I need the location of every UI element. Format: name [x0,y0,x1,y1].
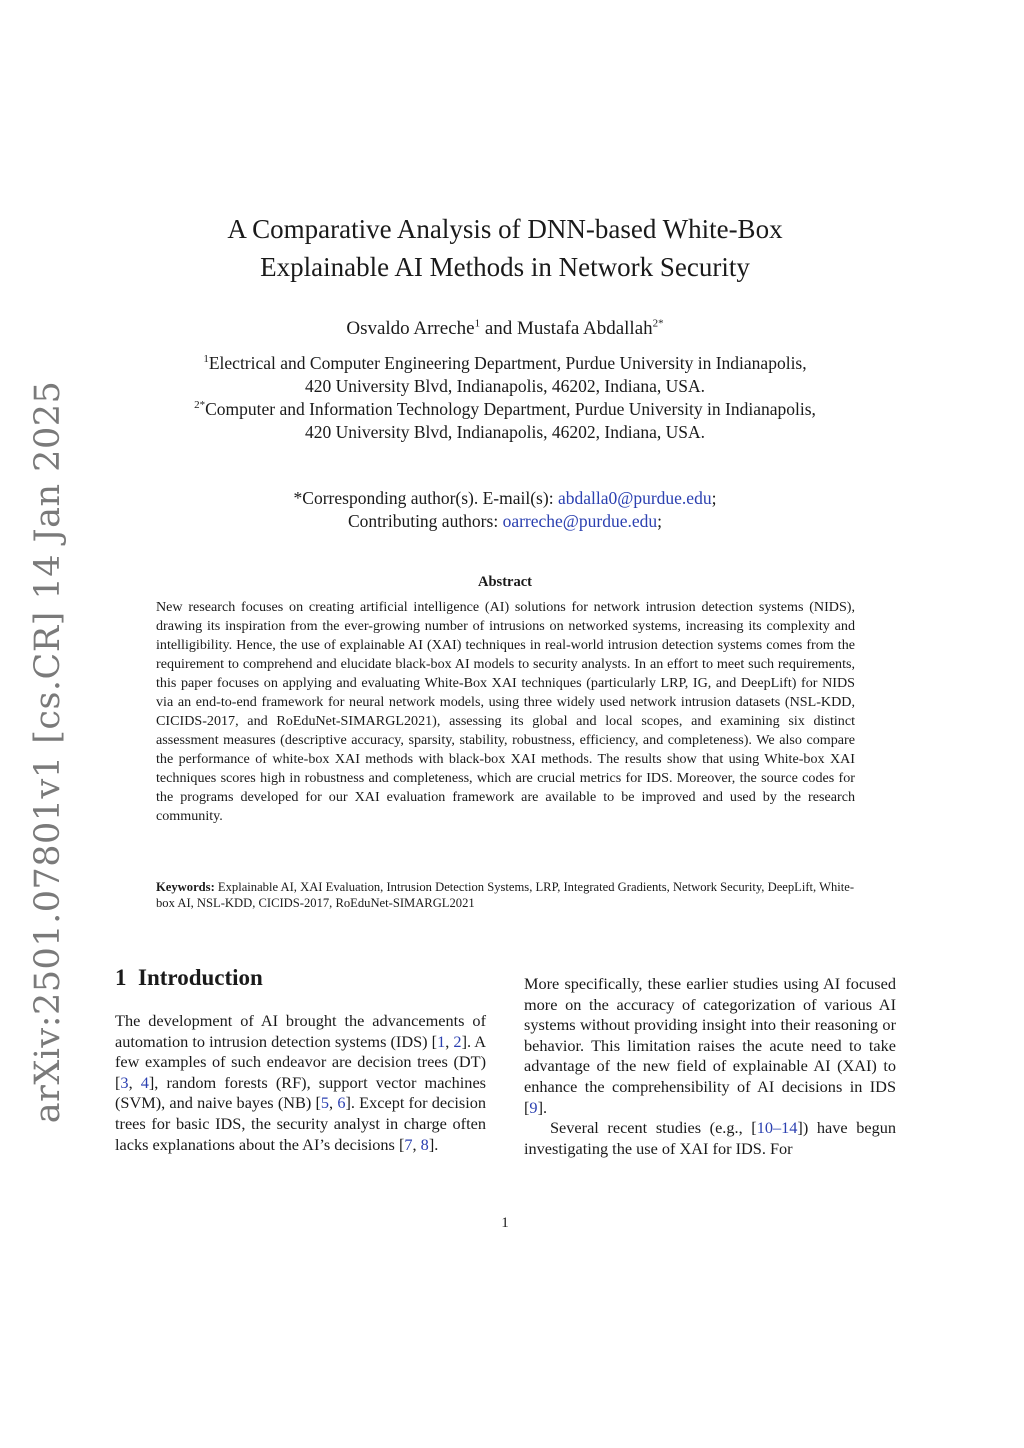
citation-link[interactable]: 9 [529,1097,538,1117]
corresponding-line [0,487,1010,510]
author-1-name: Osvaldo Arreche [346,318,475,339]
affiliation-1-mark: 1 [203,353,209,366]
affiliation-2-mark: 2* [194,399,206,412]
intro-text-5: ], random forests (RF), support vector machines (SVM), and naive bayes (NB) [ [115,1072,487,1113]
citation-link[interactable]: 7 [404,1134,413,1154]
corresponding-authors [0,487,1010,533]
intro-text-4: , [128,1072,141,1092]
intro-right-text-2-end: ]) have begun investigating the use of XAI for IDS. For [524,1118,897,1158]
intro-text-6: , [329,1093,338,1113]
affiliation-2-address: 420 University Blvd, Indianapolis, 46202, Indiana, USA. [304,422,706,442]
citation-link[interactable]: 5 [320,1093,330,1113]
abstract-text: New research focuses on creating artificial intelligence (AI) solutions for network intrusion detection systems (NIDS), drawing its inspiration from the ever-growing number of intrusions on networked systems, increasing its complexity and intelligibility. Hence, the use of explainable AI (XAI) techniques in real-world intrusion detection systems comes from the requirement to comprehend and elucidate black-box AI models to security analysts. In an effort to meet such requirements, this paper focuses on applying and evaluating White-Box XAI techniques (particularly LRP, IG, and DeepLift) for NIDS via an end-to-end framework for neural network models, using three widely used network intrusion datasets (NSL-KDD, CICIDS-2017, and RoEduNet-SIMARGL2021), assessing its global and local scopes, and examining six distinct assessment measures (descriptive accuracy, sparsity, stability, robustness, efficiency, and completeness). We also compare the performance of white-box XAI methods with black-box XAI methods. The results show that using White-box XAI techniques scores high in robustness and completeness, which are crucial metrics for IDS. Moreover, the source codes for the programs developed for our XAI evaluation framework are available to be improved and used by the research community. [156,599,855,824]
intro-text-7: ]. Except for decision trees for basic IDS, the security analyst in charge often lacks explanations about the AI’s decisions [ [115,1093,486,1154]
paper-title [0,210,1010,286]
intro-paragraph-3 [524,1118,896,1159]
section-number: 1 [115,965,127,990]
author-connector: and [480,318,518,339]
section-heading-introduction [115,965,263,991]
intro-text-1: The development of AI brought the advancements of automation to intrusion detection systems (IDS) [ [115,1011,486,1051]
title-line-1: A Comparative Analysis of DNN-based White-Box [227,214,783,244]
author-2-name: Mustafa Abdallah [517,318,653,339]
citation-link[interactable]: 4 [140,1072,149,1092]
intro-text-8: , [412,1134,421,1154]
citation-link[interactable]: 10–14 [756,1118,798,1138]
abstract-heading: Abstract [478,574,532,590]
keywords [156,879,855,911]
contributing-suffix: ; [657,511,663,531]
intro-paragraph-2 [524,974,896,1118]
citation-link[interactable]: 3 [120,1072,129,1092]
affiliation-1-line-1: Electrical and Computer Engineering Department, Purdue University in Indianapolis, [208,353,807,373]
author-1-affiliation-mark: 1 [474,317,481,330]
corresponding-suffix: ; [711,488,717,508]
author-2-affiliation-mark: 2* [652,317,664,330]
intro-right-column [524,974,896,1159]
intro-paragraph-1 [115,1011,486,1155]
affiliation-2-line-1: Computer and Information Technology Department, Purdue University in Indianapolis, [205,399,816,419]
citation-link[interactable]: 6 [337,1093,346,1113]
corresponding-prefix: *Corresponding author(s). E-mail(s): [293,488,558,508]
citation-link[interactable]: 8 [420,1134,429,1154]
intro-text-3: ]. A few examples of such endeavor are decision trees (DT) [ [115,1031,487,1092]
affiliation-1-address: 420 University Blvd, Indianapolis, 46202, Indiana, USA. [304,376,706,396]
intro-text-9: ]. [428,1134,439,1154]
intro-text-2: , [445,1031,454,1051]
page-number: 1 [501,1215,509,1231]
citation-link[interactable]: 1 [437,1031,446,1051]
keywords-label: Keywords: [156,880,215,894]
intro-right-text-1: More specifically, these earlier studies using AI focused more on the accuracy of categorization of various AI systems without providing insight into their reasoning or behavior. This limitation raises the acute need to take advantage of the new field of explainable AI (XAI) to enhance the comprehensibility of AI decisions in IDS [ [524,974,896,1117]
intro-right-text-2: Several recent studies (e.g., [ [550,1118,757,1138]
keywords-text: Explainable AI, XAI Evaluation, Intrusion Detection Systems, LRP, Integrated Gradients, Network Security, DeepLift, White-box AI, NSL-KDD, CICIDS-2017, RoEduNet-SIMARGL2021 [156,880,855,910]
contributing-prefix: Contributing authors: [347,511,503,531]
section-title-text: Introduction [138,965,263,990]
contributing-email-link[interactable]: oarreche@purdue.edu [502,511,658,531]
author-list [0,316,1010,342]
title-line-2: Explainable AI Methods in Network Security [260,252,750,282]
affiliation-2 [0,398,1010,421]
affiliations [0,352,1010,444]
intro-right-text-1-end: ]. [537,1097,548,1117]
contributing-line [0,510,1010,533]
citation-link[interactable]: 2 [453,1031,462,1051]
affiliation-1 [0,352,1010,375]
arxiv-identifier-stamp: arXiv:2501.07801v1 [cs.CR] 14 Jan 2025 [28,380,68,1124]
intro-left-column [115,1011,486,1155]
corresponding-email-link[interactable]: abdalla0@purdue.edu [557,488,712,508]
